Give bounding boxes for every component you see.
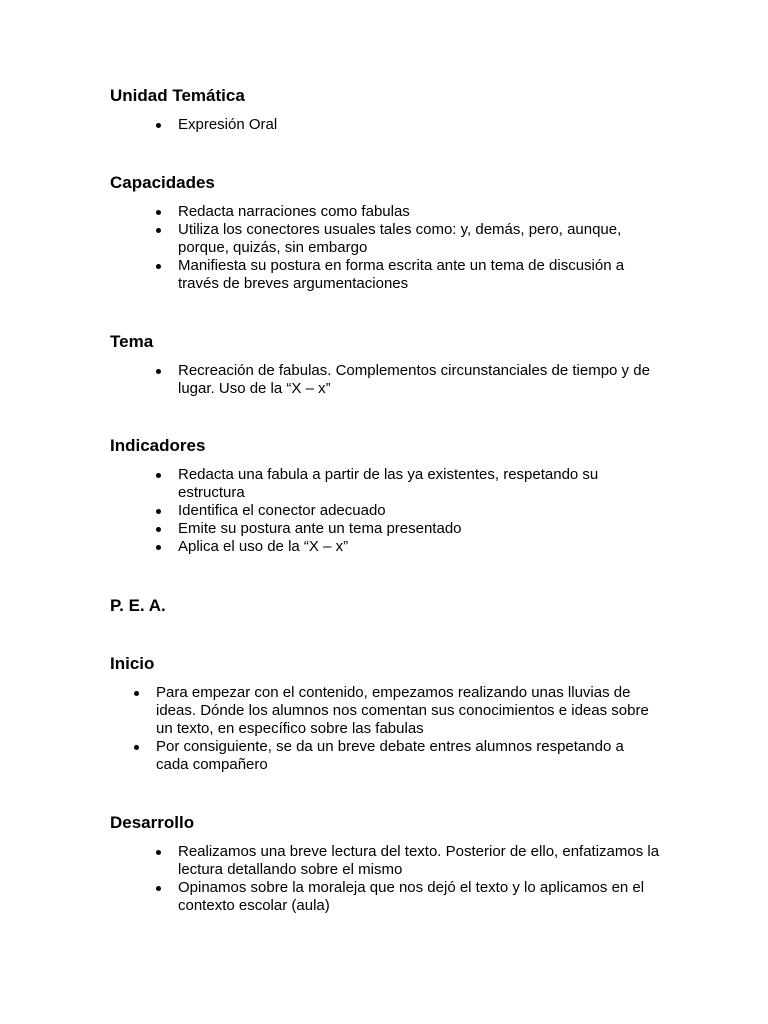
- section-title-unidad-tematica: Unidad Temática: [110, 86, 245, 105]
- list-item: Redacta una fabula a partir de las ya existentes, respetando su estructura: [178, 466, 668, 502]
- bullet-icon: [156, 210, 161, 215]
- bullet-icon: [156, 123, 161, 128]
- inicio-list: [156, 684, 656, 774]
- bullet-icon: [156, 545, 161, 550]
- list-item: Opinamos sobre la moraleja que nos dejó el texto y lo aplicamos en el contexto escolar (aula): [178, 879, 668, 915]
- list-item: Identifica el conector adecuado: [178, 502, 668, 520]
- section-title-inicio: Inicio: [110, 654, 155, 673]
- bullet-icon: [134, 691, 139, 696]
- list-item: Utiliza los conectores usuales tales como: y, demás, pero, aunque, porque, quizás, sin embargo: [178, 221, 668, 257]
- list-item: Expresión Oral: [178, 116, 668, 134]
- bullet-icon: [156, 264, 161, 269]
- list-item: Realizamos una breve lectura del texto. Posterior de ello, enfatizamos la lectura detallando sobre el mismo: [178, 843, 668, 879]
- list-item: Manifiesta su postura en forma escrita ante un tema de discusión a través de breves argumentaciones: [178, 257, 668, 293]
- section-title-desarrollo: Desarrollo: [110, 813, 195, 832]
- unidad-tematica-list: [178, 116, 668, 134]
- desarrollo-list: [178, 843, 668, 915]
- bullet-icon: [156, 850, 161, 855]
- list-item: Emite su postura ante un tema presentado: [178, 520, 668, 538]
- section-title-pea: P. E. A.: [110, 596, 166, 615]
- indicadores-list: [178, 466, 668, 556]
- section-title-indicadores: Indicadores: [110, 436, 206, 455]
- list-item: Recreación de fabulas. Complementos circunstanciales de tiempo y de lugar. Uso de la “X – x”: [178, 362, 668, 398]
- bullet-icon: [156, 527, 161, 532]
- bullet-icon: [156, 228, 161, 233]
- bullet-icon: [156, 369, 161, 374]
- list-item: Aplica el uso de la “X – x”: [178, 538, 668, 556]
- section-title-capacidades: Capacidades: [110, 173, 215, 192]
- list-item: Para empezar con el contenido, empezamos realizando unas lluvias de ideas. Dónde los alumnos nos comentan sus conocimientos e ideas sobre un texto, en específico sobre las fabulas: [156, 684, 656, 738]
- list-item: Redacta narraciones como fabulas: [178, 203, 668, 221]
- tema-list: [178, 362, 668, 398]
- list-item: Por consiguiente, se da un breve debate entres alumnos respetando a cada compañero: [156, 738, 656, 774]
- bullet-icon: [156, 509, 161, 514]
- bullet-icon: [156, 886, 161, 891]
- bullet-icon: [156, 473, 161, 478]
- section-title-tema: Tema: [110, 332, 154, 351]
- capacidades-list: [178, 203, 668, 293]
- bullet-icon: [134, 745, 139, 750]
